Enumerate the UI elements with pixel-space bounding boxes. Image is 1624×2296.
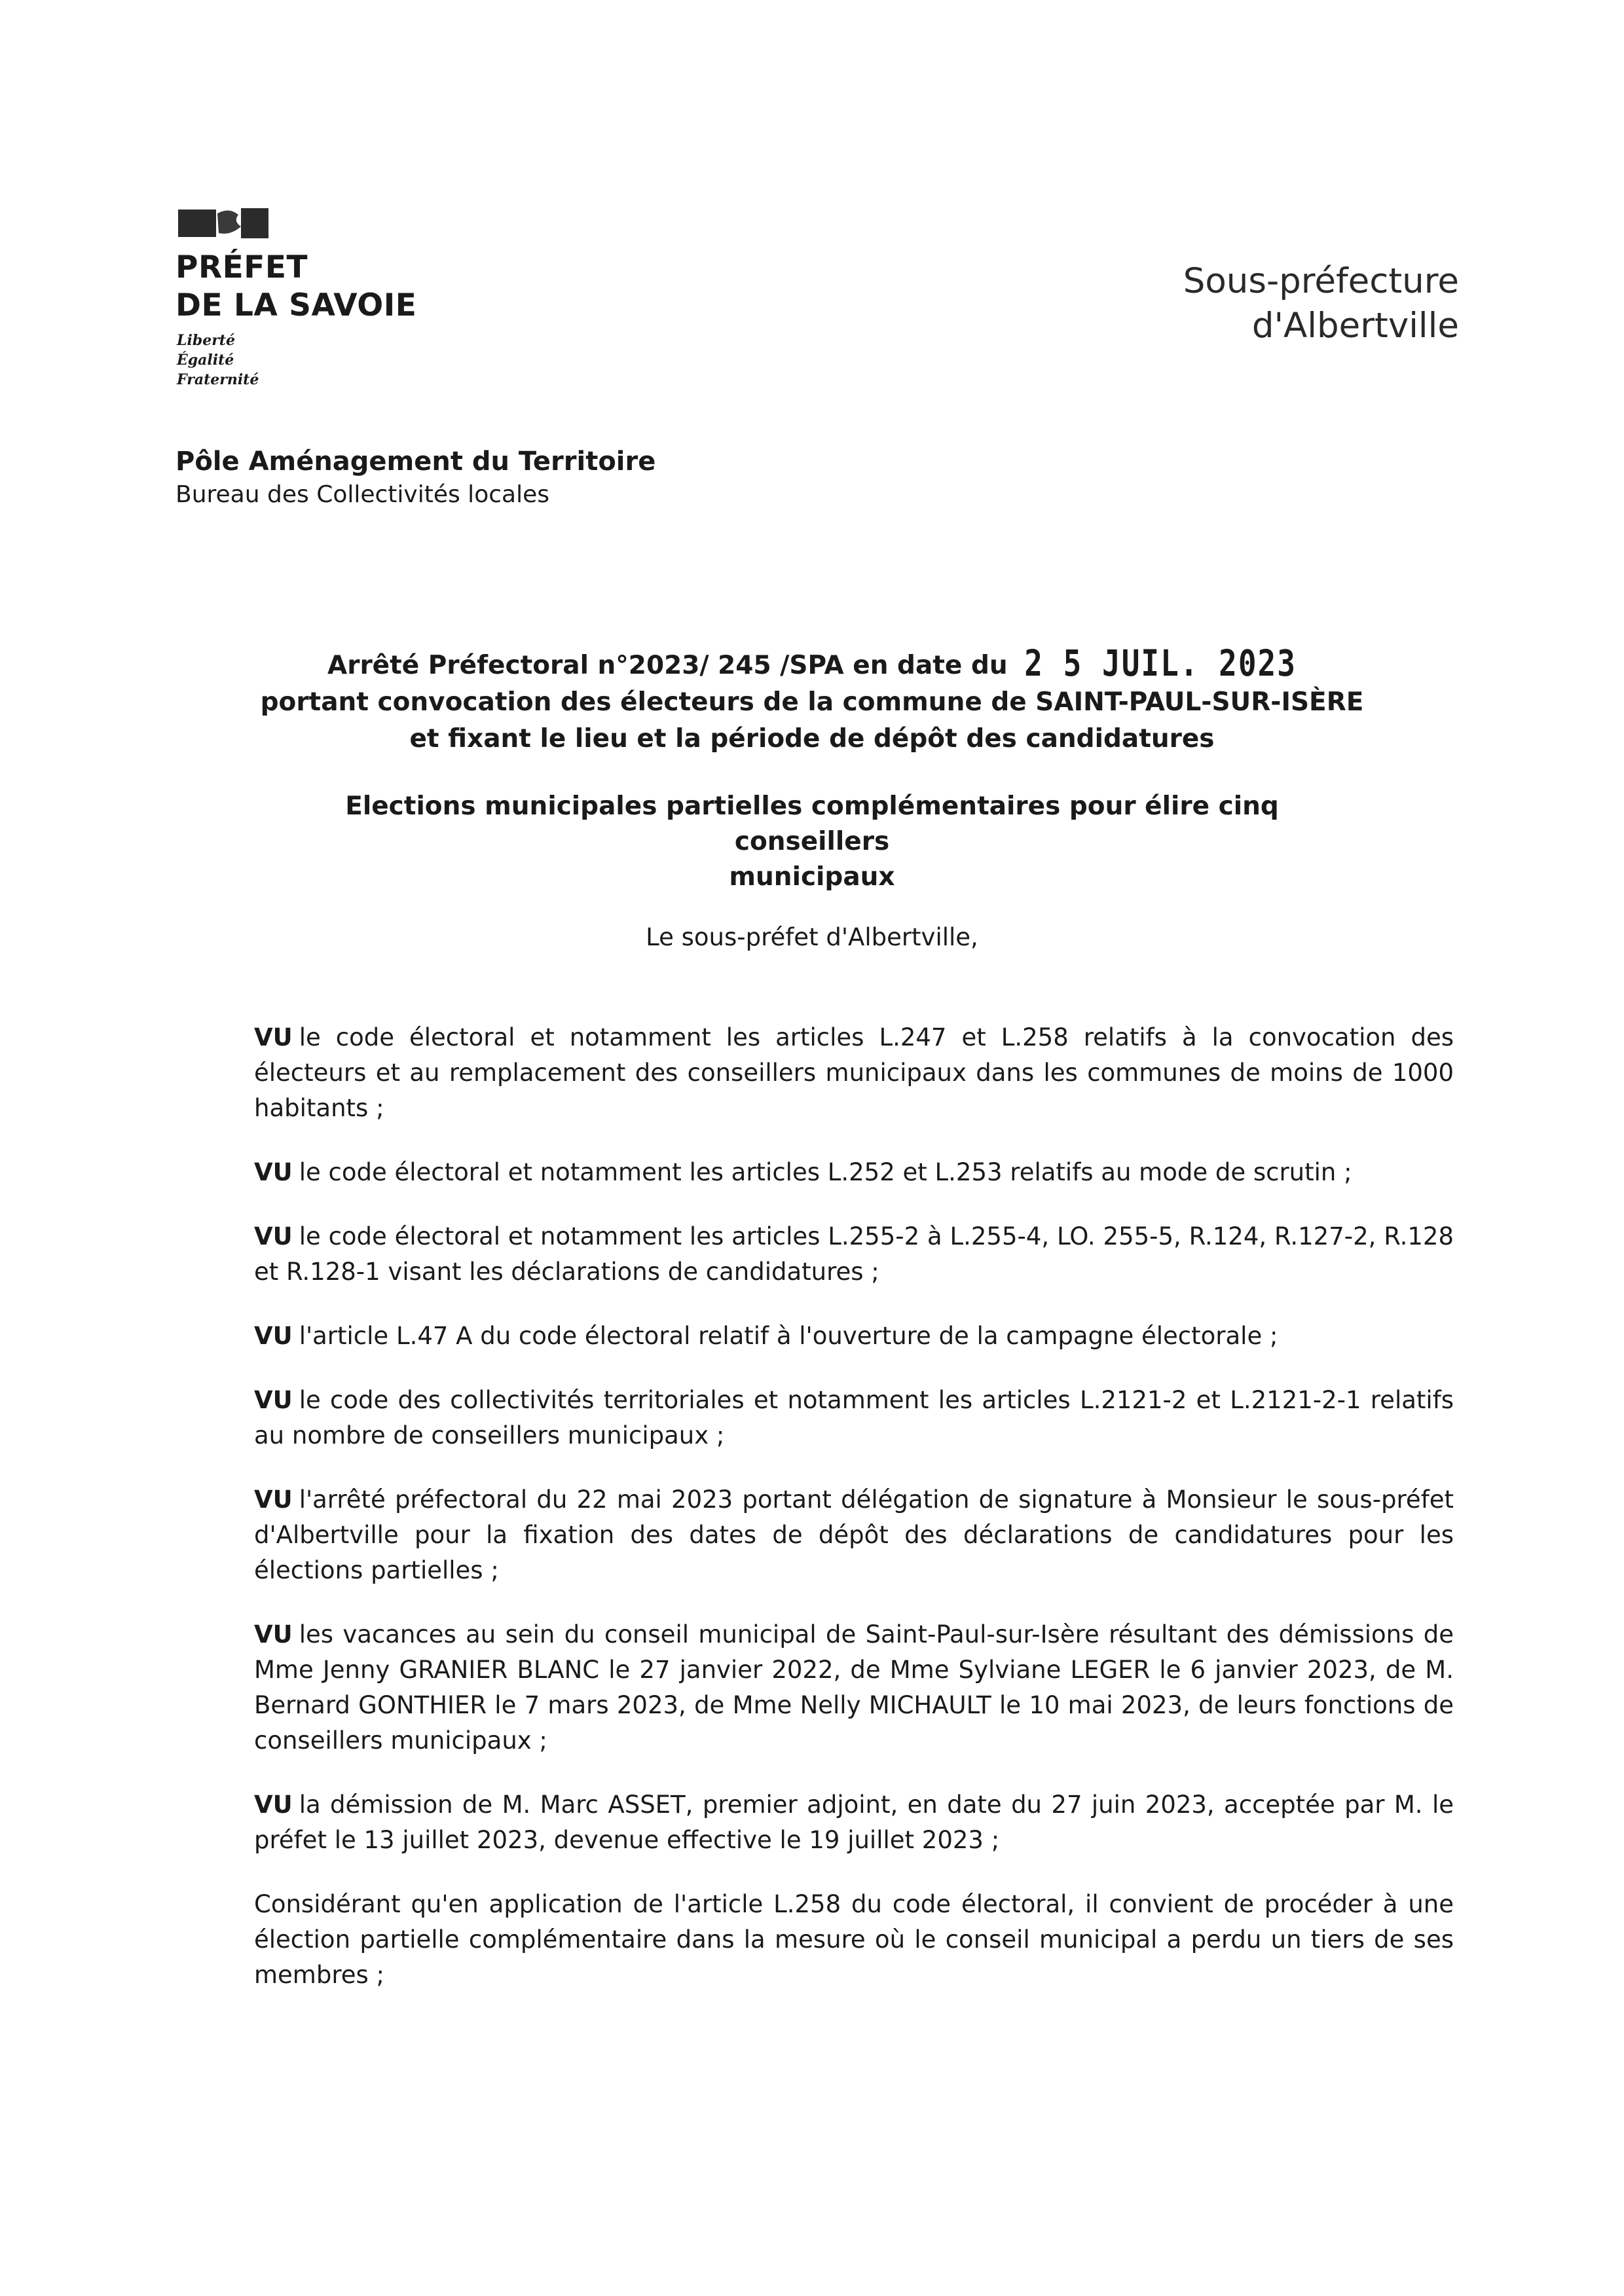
vu-prefix: VU: [254, 1322, 293, 1350]
devise-egalite: Égalité: [177, 352, 234, 369]
service-line-2: d'Albertville: [1251, 306, 1459, 346]
vu-prefix: VU: [254, 1620, 293, 1649]
paragraph: [254, 1383, 1454, 1453]
paragraph-text: la démission de M. Marc ASSET, premier adjoint, en date du 27 juin 2023, acceptée par M. le préfet le 13 juillet 2023, devenue effective le 19 juillet 2023 ;: [254, 1791, 1454, 1854]
arrete-subtitle: [314, 789, 1310, 895]
paragraph-text: le code électoral et notamment les articles L.252 et L.253 relatifs au mode de scrutin ;: [299, 1158, 1352, 1186]
pole-block: [175, 444, 655, 511]
paragraph-text: le code électoral et notamment les articles L.247 et L.258 relatifs à la convocation des électeurs et au remplacement des conseillers municipaux dans les communes de moins de 1000 habitants ;: [254, 1023, 1454, 1122]
title-line-3: et fixant le lieu et la période de dépôt des candidatures: [409, 724, 1215, 754]
title-line-2: portant convocation des électeurs de la commune de SAINT-PAUL-SUR-ISÈRE: [260, 687, 1364, 717]
paragraph: [254, 1617, 1454, 1758]
arrete-title: [236, 642, 1388, 757]
paragraph-text: les vacances au sein du conseil municipal de Saint-Paul-sur-Isère résultant des démissions de Mme Jenny GRANIER BLANC le 27 janvier 2022, de Mme Sylviane LEGER le 6 janvier 2023, de M. Bernard GONTHIER le 7 mars 2023, de Mme Nelly MICHAULT le 10 mai 2023, de leurs fonctions de conseillers municipaux ;: [254, 1620, 1454, 1755]
paragraph: [254, 1020, 1454, 1126]
date-stamp: 2 5 JUIL. 2023: [1024, 642, 1297, 685]
paragraph-considerant: [254, 1887, 1454, 1993]
vu-prefix: VU: [254, 1222, 293, 1250]
prefet-name: [175, 249, 416, 325]
service-name: [1183, 259, 1459, 348]
prefet-line-1: PRÉFET: [175, 249, 308, 285]
vu-prefix: VU: [254, 1791, 293, 1819]
paragraph: [254, 1787, 1454, 1858]
vu-prefix: VU: [254, 1023, 293, 1051]
service-line-1: Sous-préfecture: [1183, 261, 1459, 301]
paragraph: [254, 1155, 1454, 1190]
title-prefix: Arrêté Préfectoral n°2023/ 245 /SPA en date du: [327, 651, 1008, 680]
pole-subtitle: Bureau des Collectivités locales: [175, 481, 549, 508]
vu-prefix: VU: [254, 1485, 293, 1514]
paragraph-text: Considérant qu'en application de l'article L.258 du code électoral, il convient de procéder à une élection partielle complémentaire dans la mesure où le conseil municipal a perdu un tiers de ses membres ;: [254, 1890, 1454, 1989]
paragraph: [254, 1219, 1454, 1290]
devise: [177, 331, 259, 390]
paragraph-text: l'arrêté préfectoral du 22 mai 2023 portant délégation de signature à Monsieur le sous-préfet d'Albertville pour la fixation des dates de dépôt des déclarations de candidatures pour les élections partielles ;: [254, 1485, 1454, 1584]
subtitle-line-2: municipaux: [729, 862, 895, 892]
paragraph-text: le code électoral et notamment les articles L.255-2 à L.255-4, LO. 255-5, R.124, R.127-2, R.128 et R.128-1 visant les déclarations de candidatures ;: [254, 1222, 1454, 1286]
author-line: Le sous-préfet d'Albertville,: [646, 923, 978, 951]
paragraph: [254, 1482, 1454, 1588]
body-text: [254, 1020, 1454, 2022]
paragraph-text: le code des collectivités territoriales et notamment les articles L.2121-2 et L.2121-2-1 relatifs au nombre de conseillers municipaux ;: [254, 1386, 1454, 1449]
vu-prefix: VU: [254, 1386, 293, 1414]
prefet-line-2: DE LA SAVOIE: [175, 287, 417, 323]
devise-liberte: Liberté: [177, 332, 235, 349]
devise-fraternite: Fraternité: [177, 371, 259, 388]
subtitle-line-1: Elections municipales partielles complémentaires pour élire cinq conseillers: [345, 792, 1279, 856]
pole-title: Pôle Aménagement du Territoire: [175, 446, 656, 477]
title-line-1: [236, 642, 1388, 685]
vu-prefix: VU: [254, 1158, 293, 1186]
paragraph-text: l'article L.47 A du code électoral relatif à l'ouverture de la campagne électorale ;: [299, 1322, 1278, 1350]
marianne-logo: [178, 207, 270, 240]
paragraph: [254, 1319, 1454, 1354]
